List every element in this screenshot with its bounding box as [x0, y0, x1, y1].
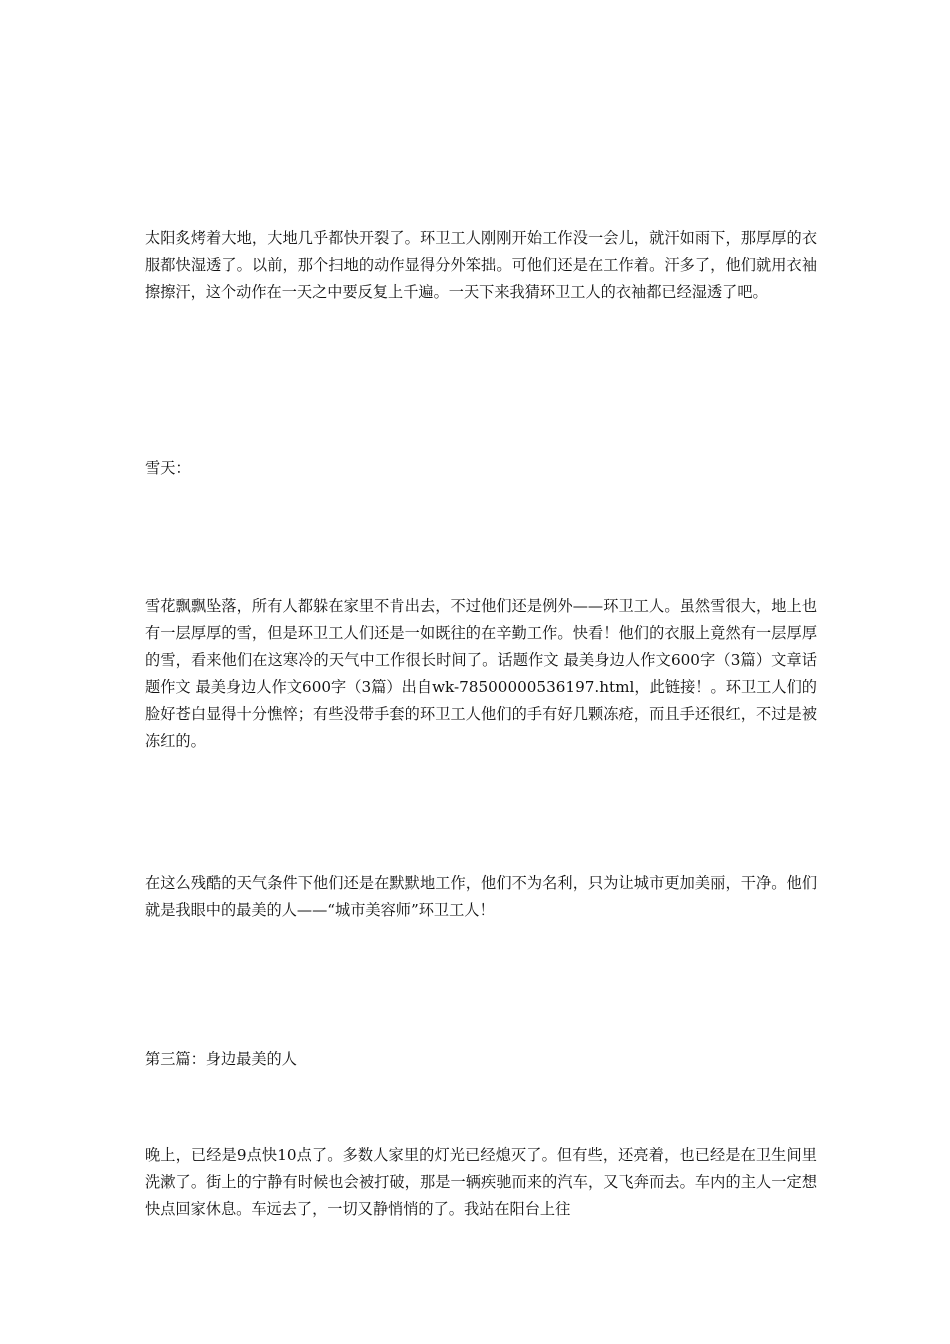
paragraph-city-beautician: 在这么残酷的天气条件下他们还是在默默地工作，他们不为名利，只为让城市更加美丽，干净。他们就是我眼中的最美的人——“城市美容师”环卫工人！	[145, 874, 817, 919]
paragraph-night-scene: 晚上，已经是9点快10点了。多数人家里的灯光已经熄灭了。但有些，还亮着，也已经是在卫生间里洗漱了。街上的宁静有时候也会被打破，那是一辆疾驰而来的汽车，又飞奔而去。车内的主人一定想快点回家休息。车远去了，一切又静悄悄的了。我站在阳台上往	[145, 1146, 817, 1218]
paragraph-snow-heading: 雪天：	[145, 459, 191, 477]
paragraph-snow-workers: 雪花飘飘坠落，所有人都躲在家里不肯出去，不过他们还是例外——环卫工人。虽然雪很大，地上也有一层厚厚的雪，但是环卫工人们还是一如既往的在辛勤工作。快看！他们的衣服上竟然有一层厚厚的雪，看来他们在这寒冷的天气中工作很长时间了。话题作文 最美身边人作文600字（3篇）文章话题作文 最美身边人作文600字（3篇）出自wk-78500000536197.html，此链接！。环卫工人们的脸好苍白显得十分憔悴；有些没带手套的环卫工人他们的手有好几颗冻疮，而且手还很红，不过是被冻红的。	[145, 597, 817, 750]
section-title-part-three: 第三篇：身边最美的人	[145, 1050, 297, 1068]
paragraph-summer-sweat: 太阳炙烤着大地，大地几乎都快开裂了。环卫工人刚刚开始工作没一会儿，就汗如雨下，那厚厚的衣服都快湿透了。以前，那个扫地的动作显得分外笨拙。可他们还是在工作着。汗多了，他们就用衣袖擦擦汗，这个动作在一天之中要反复上千遍。一天下来我猜环卫工人的衣袖都已经湿透了吧。	[145, 229, 817, 301]
